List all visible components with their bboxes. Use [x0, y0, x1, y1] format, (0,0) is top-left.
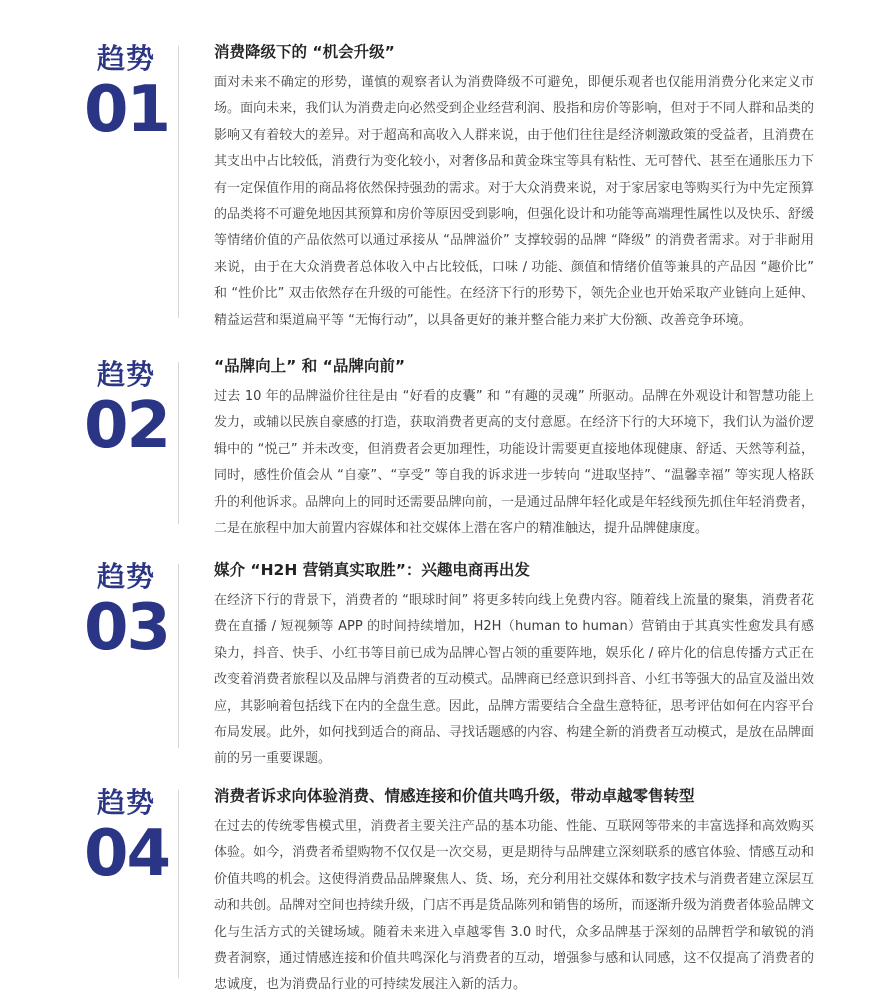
trend-heading: “品牌向上” 和 “品牌向前”: [214, 357, 406, 375]
trend-content: [214, 558, 814, 773]
trend-word: 趋势: [96, 786, 155, 819]
trend-content: [214, 354, 814, 542]
trend-body: 在经济下行的背景下，消费者的 “眼球时间” 将更多转向线上免费内容。随着线上流量的聚集，消费者花费在直播 / 短视频等 APP 的时间持续增加，H2H（human to human）营销由于其真实性愈发具有感染力，抖音、快手、小红书等目前已成为品牌心智占领的重要阵地，娱乐化 / 碎片化的信息传播方式正在改变着消费者旅程以及品牌与消费者的互动模式。品牌商已经意识到抖音、小红书等强大的品宣及溢出效应，其影响着包括线下在内的全盘生意。因此，品牌方需要结合全盘生意特征，思考评估如何在内容平台布局发展。此外，如何找到适合的商品、寻找话题感的内容、构建全新的消费者互动模式，是放在品牌面前的另一重要课题。: [214, 593, 814, 767]
trend-body: 过去 10 年的品牌溢价往往是由 “好看的皮囊” 和 “有趣的灵魂” 所驱动。品牌在外观设计和智慧功能上发力，或辅以民族自豪感的打造，获取消费者更高的支付意愿。在经济下行的大环境下，我们认为溢价逻辑中的 “悦己” 并未改变，但消费者会更加理性，功能设计需要更直接地体现健康、舒适、天然等利益，同时，感性价值会从 “自豪”、“享受” 等自我的诉求进一步转向 “进取坚持”、“温馨幸福” 等实现人格跃升的利他诉求。品牌向上的同时还需要品牌向前，一是通过品牌年轻化或是年轻线预先抓住年轻消费者，二是在旅程中加大前置内容媒体和社交媒体上潜在客户的精准触达，提升品牌健康度。: [214, 389, 814, 537]
vertical-divider: [178, 790, 179, 978]
trend-label: [84, 560, 170, 665]
trend-number: 01: [84, 73, 170, 147]
vertical-divider: [178, 564, 179, 748]
trend-content: [214, 784, 814, 999]
trend-content: [214, 40, 814, 334]
trend-label: [84, 358, 170, 463]
trend-label: [84, 786, 170, 891]
trend-number: 04: [84, 817, 170, 891]
trend-word: 趋势: [96, 358, 155, 391]
trend-heading: 消费降级下的 “机会升级”: [214, 43, 395, 61]
trend-body: 在过去的传统零售模式里，消费者主要关注产品的基本功能、性能、互联网等带来的丰富选择和高效购买体验。如今，消费者希望购物不仅仅是一次交易，更是期待与品牌建立深刻联系的感官体验、情感互动和价值共鸣的机会。这使得消费品品牌聚焦人、货、场，充分利用社交媒体和数字技术与消费者建立深层互动和共创。品牌对空间也持续升级，门店不再是货品陈列和销售的场所，而逐渐升级为消费者体验品牌文化与生活方式的关键场域。随着未来进入卓越零售 3.0 时代，众多品牌基于深刻的品牌哲学和敏锐的消费者洞察，通过情感连接和价值共鸣深化与消费者的互动，增强参与感和认同感，这不仅提高了消费者的忠诚度，也为消费品行业的可持续发展注入新的活力。: [214, 819, 814, 993]
trend-body: 面对未来不确定的形势，谨慎的观察者认为消费降级不可避免，即便乐观者也仅能用消费分化来定义市场。面向未来，我们认为消费走向必然受到企业经营利润、股指和房价等影响，但对于不同人群和品类的影响又有着较大的差异。对于超高和高收入人群来说，由于他们往往是经济刺激政策的受益者，且消费在其支出中占比较低，消费行为变化较小，对奢侈品和黄金珠宝等具有粘性、无可替代、甚至在通胀压力下有一定保值作用的商品将依然保持强劲的需求。对于大众消费来说，对于家居家电等购买行为中先定预算的品类将不可避免地因其预算和房价等原因受到影响，但强化设计和功能等高端理性属性以及快乐、舒缓等情绪价值的产品依然可以通过承接从 “品牌溢价” 支撑较弱的品牌 “降级” 的消费者需求。对于非耐用来说，由于在大众消费者总体收入中占比较低，口味 / 功能、颜值和情绪价值等兼具的产品因 “趣价比” 和 “性价比” 双击依然存在升级的可能性。在经济下行的形势下，领先企业也开始采取产业链向上延伸、精益运营和渠道扁平等 “无悔行动”，以具备更好的兼并整合能力来扩大份额、改善竞争环境。: [214, 75, 814, 328]
trend-number: 03: [84, 591, 170, 665]
trend-number: 02: [84, 389, 170, 463]
trend-word: 趋势: [96, 560, 155, 593]
vertical-divider: [178, 46, 179, 318]
trend-heading: 消费者诉求向体验消费、情感连接和价值共鸣升级，带动卓越零售转型: [214, 787, 695, 805]
trend-label: [84, 42, 170, 147]
trend-word: 趋势: [96, 42, 155, 75]
trend-heading: 媒介 “H2H 营销真实取胜”：兴趣电商再出发: [214, 561, 530, 579]
vertical-divider: [178, 362, 179, 524]
